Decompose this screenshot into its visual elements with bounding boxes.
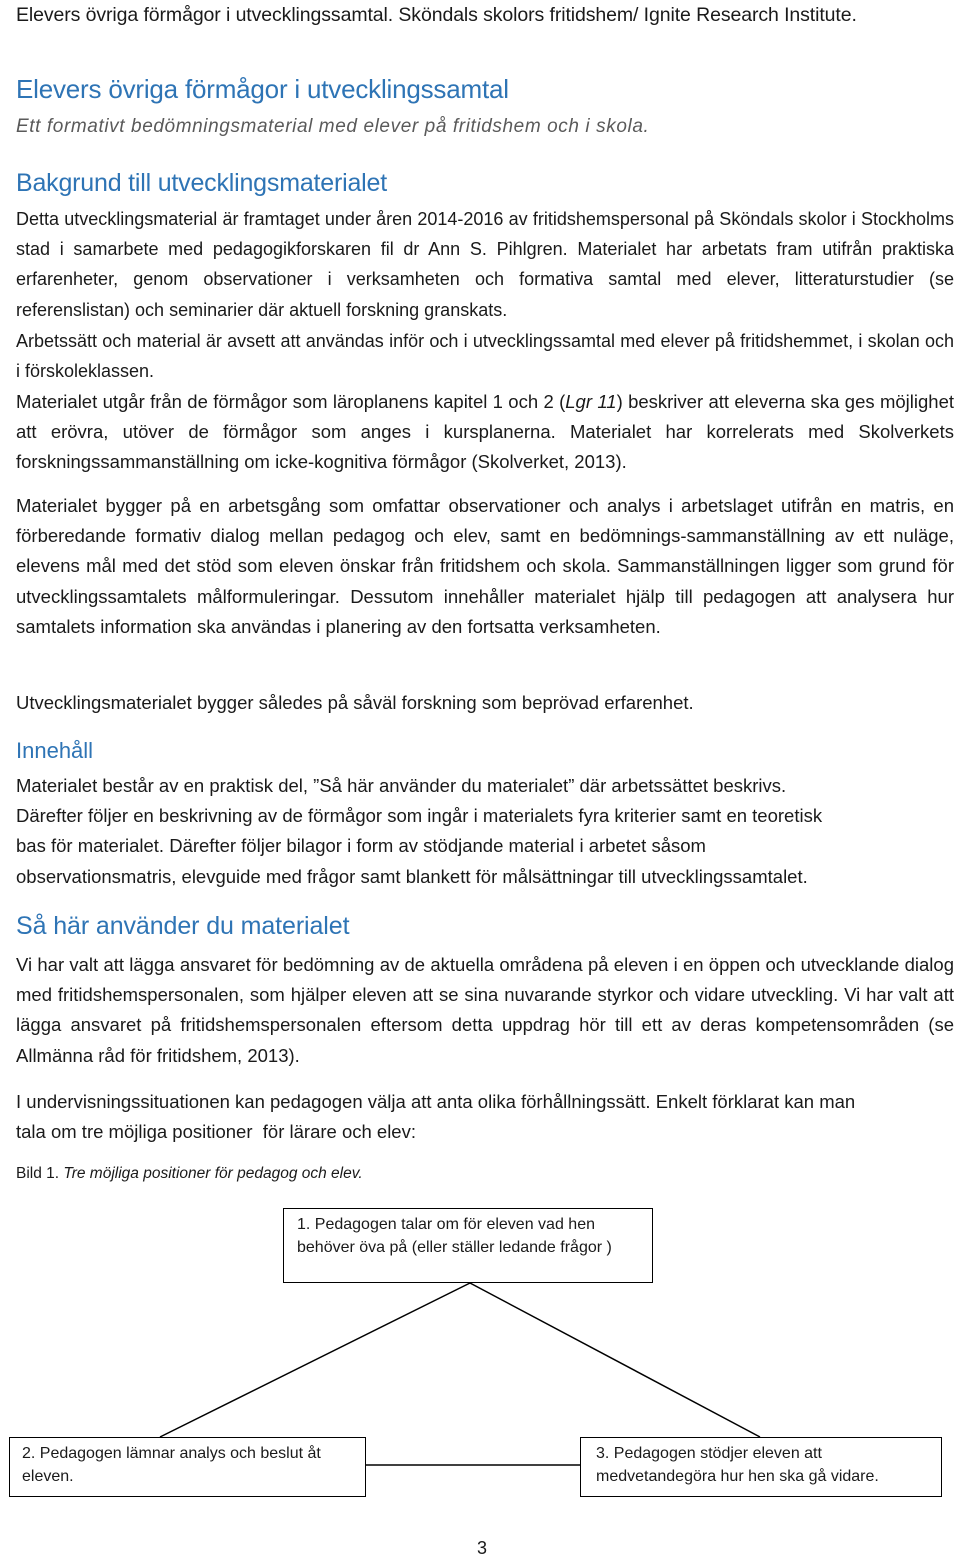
- paragraph-bakgrund-3-part2: ) beskriver att eleverna ska ges möjlighet att erövra, utöver de förmågor som anges i kursplanerna. Materialet har korrelerats med Skolverkets forskningssammanställning om icke-kognitiva förmågor (Skolverket, 2013).: [16, 391, 954, 473]
- position-2-line-2: eleven.: [22, 1467, 74, 1485]
- heading-bakgrund: Bakgrund till utvecklingsmaterialet: [16, 169, 387, 197]
- page-number: 3: [477, 1538, 488, 1558]
- paragraph-bakgrund-3: [16, 387, 954, 478]
- position-3-line-1: 3. Pedagogen stödjer eleven att: [596, 1445, 822, 1462]
- position-3-box: [580, 1437, 942, 1497]
- heading-innehall: Innehåll: [16, 738, 94, 763]
- innehall-line-3: bas för materialet. Därefter följer bilagor i form av stödjande material i arbetet såsom: [16, 835, 706, 857]
- lgr11-reference: Lgr 11: [565, 391, 617, 412]
- paragraph-materialet: Materialet bygger på en arbetsgång som omfattar observationer och analys i arbetslaget utifrån en matris, en förberedande formativ dialog mellan pedagog och elev, samt en bedömnings-sammanställning av ett nuläge, elevens mål med det stöd som eleven önskar från fritidshem och skola. Sammanställningen ligger som grund för utvecklingssamtalets målformuleringar. Dessutom innehåller materialet hjälp till pedagogen att analysera hur samtalets information ska användas i planering av den fortsatta verksamheten.: [16, 495, 954, 637]
- triangle-left-edge: [160, 1283, 470, 1437]
- paragraph-sa-har-1: Vi har valt att lägga ansvaret för bedömning av de aktuella områdena på eleven i en öppen och utvecklande dialog med fritidshemspersonalen, som hjälper eleven att se sina nuvarande styrkor och vidare utveckling. Vi har valt att lägga ansvaret på fritidshemspersonalen eftersom detta uppdrag hör till ett av deras kompetensområden (se Allmänna råd för fritidshem, 2013).: [16, 954, 954, 1066]
- sa-har-2-line-2: tala om tre möjliga positioner för lärare och elev:: [16, 1121, 416, 1143]
- position-2-line-1: 2. Pedagogen lämnar analys och beslut åt: [22, 1445, 321, 1462]
- innehall-line-2: Därefter följer en beskrivning av de förmågor som ingår i materialets fyra kriterier samt en teoretisk: [16, 805, 823, 827]
- paragraph-bakgrund-1: Detta utvecklingsmaterial är framtaget under åren 2014-2016 av fritidshemspersonal på Sköndals skolor i Stockholms stad i samarbete med pedagogikforskaren fil dr Ann S. Pihlgren. Materialet har arbetats fram utifrån praktiska erfarenheter, genom observationer i verksamheten och formativa samtal med elever, litteraturstudier (se referenslistan) och seminarier där aktuell forskning granskats.: [16, 209, 954, 320]
- position-1-line-1: 1. Pedagogen talar om för eleven vad hen: [297, 1216, 595, 1233]
- innehall-line-4: observationsmatris, elevguide med frågor samt blankett för målsättningar till utvecklingssamtalet.: [16, 865, 808, 887]
- paragraph-bakgrund-3-part1: Materialet utgår från de förmågor som läroplanens kapitel 1 och 2 (: [16, 391, 566, 412]
- document-title: Elevers övriga förmågor i utvecklingssamtal: [16, 74, 509, 104]
- position-3-line-2: medvetandegöra hur hen ska gå vidare.: [596, 1467, 879, 1485]
- figure-caption-prefix: Bild 1.: [16, 1165, 64, 1182]
- document-subtitle: Ett formativt bedömningsmaterial med elever på fritidshem och i skola.: [16, 116, 650, 137]
- paragraph-bakgrund-2: Arbetssätt och material är avsett att användas inför och i utvecklingssamtal med elever på fritidshemmet, i skolan och i förskoleklassen.: [16, 331, 954, 382]
- figure-caption-title: Tre möjliga positioner för pedagog och elev.: [63, 1165, 363, 1182]
- position-1-line-2: behöver öva på (eller ställer ledande frågor ): [297, 1238, 612, 1256]
- position-2-box: [9, 1437, 366, 1497]
- triangle-right-edge: [470, 1283, 760, 1437]
- sa-har-2-line-1: I undervisningssituationen kan pedagogen välja att anta olika förhållningssätt. Enkelt förklarat kan man: [16, 1091, 856, 1112]
- innehall-line-1: Materialet består av en praktisk del, ”Så här använder du materialet” där arbetssättet beskrivs.: [16, 775, 787, 796]
- position-1-box: [283, 1208, 653, 1283]
- page-header: Elevers övriga förmågor i utvecklingssamtal. Sköndals skolors fritidshem/ Ignite Research Institute.: [16, 4, 857, 26]
- paragraph-sa-har-2: [16, 1087, 954, 1147]
- heading-sa-har: Så här använder du materialet: [16, 912, 350, 940]
- paragraph-utvecklingsmaterialet: Utvecklingsmaterialet bygger således på såväl forskning som beprövad erfarenhet.: [16, 692, 694, 713]
- paragraph-innehall: [16, 771, 954, 892]
- figure-caption: [16, 1165, 363, 1183]
